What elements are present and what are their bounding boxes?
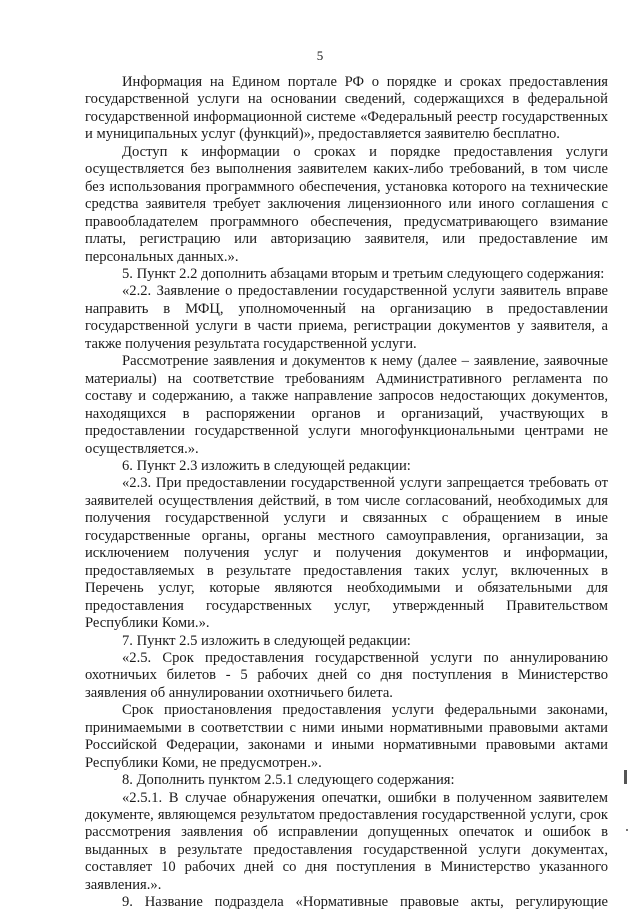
scan-artifact-mark	[624, 770, 627, 784]
last-line: 9. Название подраздела «Нормативные правовые акты, регулирующие	[122, 894, 608, 911]
document-body	[85, 74, 608, 912]
page-number: 5	[316, 48, 324, 63]
paragraph: 5. Пункт 2.2 дополнить абзацами вторым и третьим следующего содержания:	[122, 265, 605, 282]
paragraph: 6. Пункт 2.3 изложить в следующей редакции:	[122, 457, 411, 474]
paragraph: «2.3. При предоставлении государственной услуги запрещается требовать от заявителей осуществления действий, в том числе согласований, необходимых для получения государственной услуги и связанных с обращением в иные государственные органы, органы местного самоуправления, организации, за исключением получения услуг и получения документов и информации, предоставляемых в результате предоставления таких услуг, включенных в Перечень услуг, которые являются необходимыми и обязательными для предоставления государственных услуг, утвержденный Правительством Республики Коми.».	[85, 475, 608, 632]
paragraph: Срок приостановления предоставления услуги федеральными законами, принимаемыми в соответствии с ними иными нормативными правовыми актами Российской Федерации, законами и иными нормативными правовыми актами Республики Коми, не предусмотрен.».	[85, 702, 608, 771]
paragraph: Информация на Едином портале РФ о порядке и сроках предоставления государственной услуги на основании сведений, содержащихся в федеральной государственной информационной системе «Федеральный реестр государственных и муниципальных услуг (функций)», предоставляется заявителю бесплатно.	[85, 74, 608, 143]
paragraph: 7. Пункт 2.5 изложить в следующей редакции:	[122, 632, 411, 649]
paragraph: «2.5.1. В случае обнаружения опечатки, ошибки в полученном заявителем документе, являющемся результатом предоставления государственной услуги, срок рассмотрения заявления об исправлении допущенных опечаток и ошибок в выданных в результате предоставления государственной услуги документах, составляет 10 рабочих дней со дня поступления в Министерство указанного заявления.».	[85, 789, 608, 893]
paragraph: 8. Дополнить пунктом 2.5.1 следующего содержания:	[122, 772, 455, 789]
paragraph: Доступ к информации о сроках и порядке предоставления услуги осуществляется без выполнения заявителем каких-либо требований, в том числе без использования программного обеспечения, установка которого на технические средства заявителя требует заключения лицензионного или иного соглашения с правообладателем программного обеспечения, предусматривающего взимание платы, регистрацию или авторизацию заявителя, или предоставление им персональных данных.».	[85, 143, 608, 265]
paragraph: «2.2. Заявление о предоставлении государственной услуги заявитель вправе направить в МФЦ, уполномоченный на организацию в предоставлении государственной услуги в части приема, регистрации документов у заявителя, а также получения результата государственной услуги.	[85, 283, 608, 352]
paragraph: Рассмотрение заявления и документов к нему (далее – заявление, заявочные материалы) на соответствие требованиям Административного регламента по составу и содержанию, а также направление запросов недостающих документов, находящихся в распоряжении органов и организаций, участвующих в предоставлении государственной услуги многофункциональными центрами не осуществляется.».	[85, 353, 608, 457]
paragraph: «2.5. Срок предоставления государственной услуги по аннулированию охотничьих билетов - 5 рабочих дней со дня поступления в Министерство заявления об аннулировании охотничьего билета.	[85, 649, 608, 701]
scan-artifact-speck	[626, 829, 628, 831]
